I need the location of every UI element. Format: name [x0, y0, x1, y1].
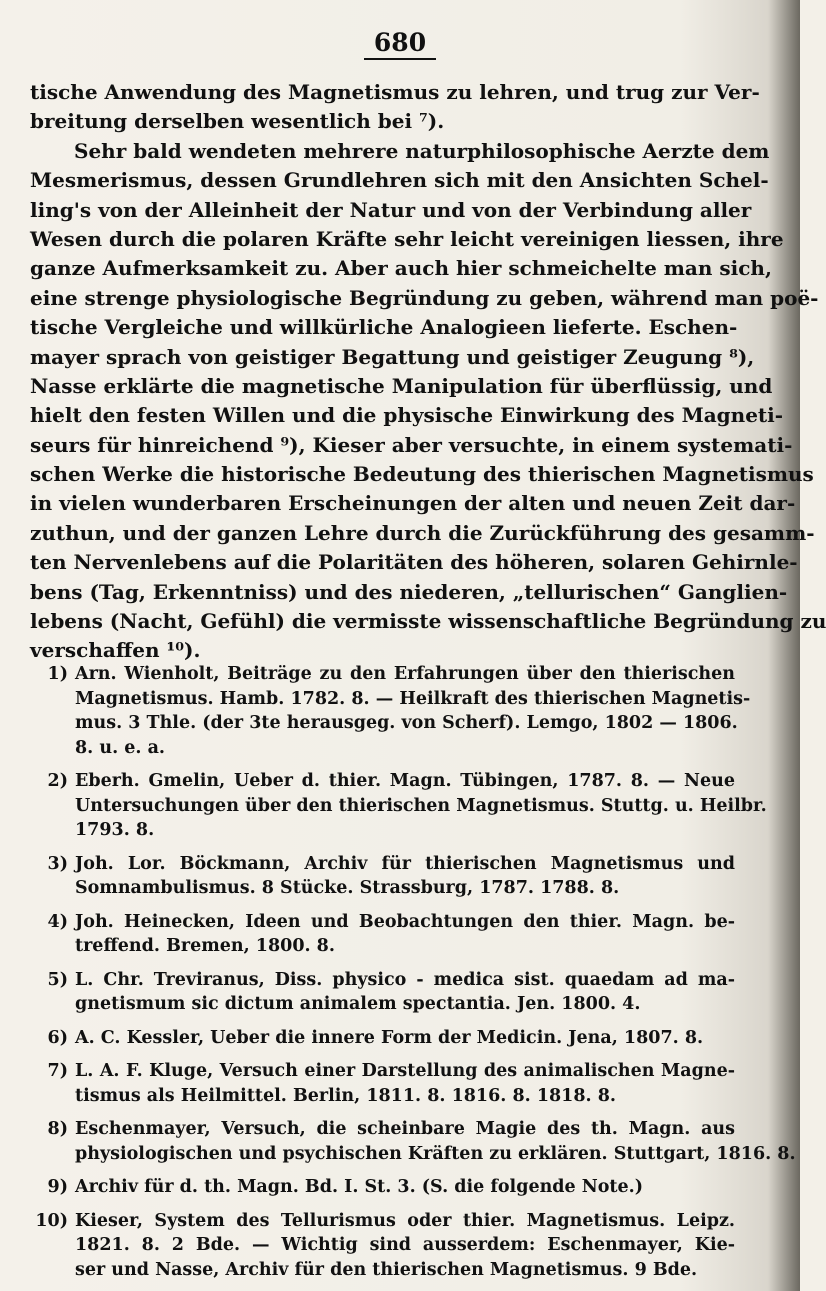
- footnote-number: 3): [47, 853, 68, 874]
- footnote: [30, 1059, 735, 1108]
- text-line: verschaffen ¹⁰).: [30, 638, 201, 663]
- footnote-line: Untersuchungen über den thierischen Magnetismus. Stuttg. u. Heilbr.: [75, 795, 767, 816]
- text-line: ten Nervenlebens auf die Polaritäten des höheren, solaren Gehirnle-: [30, 550, 798, 575]
- footnote-line: L. Chr. Treviranus, Diss. physico - medica sist. quaedam ad ma-: [75, 969, 735, 990]
- footnote-number: 10): [35, 1210, 68, 1231]
- footnote-line: Archiv für d. th. Magn. Bd. I. St. 3. (S. die folgende Note.): [75, 1177, 644, 1197]
- footnote-line: L. A. F. Kluge, Versuch einer Darstellung des animalischen Magne-: [75, 1061, 735, 1081]
- footnote-number: 2): [47, 771, 68, 791]
- footnote-number: 1): [47, 664, 68, 684]
- footnote-line: Kieser, System des Tellurismus oder thier. Magnetismus. Leipz.: [75, 1210, 735, 1231]
- footnote-line: mus. 3 Thle. (der 3te herausgeg. von Scherf). Lemgo, 1802 — 1806.: [75, 713, 738, 733]
- text-line: tische Vergleiche und willkürliche Analogieen lieferte. Eschen-: [30, 315, 738, 340]
- footnote: [30, 1209, 735, 1283]
- footnote-number: 6): [47, 1027, 68, 1048]
- text-line: zuthun, und der ganzen Lehre durch die Zurückführung des gesamm-: [30, 520, 815, 545]
- footnote: [30, 662, 751, 760]
- footnote-line: A. C. Kessler, Ueber die innere Form der Medicin. Jena, 1807. 8.: [75, 1027, 704, 1048]
- footnote-line: 1793. 8.: [75, 820, 155, 840]
- footnote-line: 1821. 8. 2 Bde. — Wichtig sind ausserdem: Eschenmayer, Kie-: [75, 1235, 735, 1255]
- text-line: eine strenge physiologische Begründung zu geben, während man poë-: [30, 285, 819, 310]
- text-line: hielt den festen Willen und die physische Einwirkung des Magneti-: [30, 403, 784, 428]
- page-number: 680: [364, 28, 436, 60]
- footnote-line: Eberh. Gmelin, Ueber d. thier. Magn. Tübingen, 1787. 8. — Neue: [75, 771, 735, 791]
- footnote: [30, 769, 767, 843]
- text-line: breitung derselben wesentlich bei ⁷).: [30, 109, 445, 134]
- footnote-number: 9): [47, 1177, 68, 1197]
- page-header: [0, 28, 800, 60]
- footnote-line: tismus als Heilmittel. Berlin, 1811. 8. 1816. 8. 1818. 8.: [75, 1085, 616, 1106]
- text-line: lebens (Nacht, Gefühl) die vermisste wissenschaftliche Begründung zu: [30, 609, 826, 634]
- footnote-line: Joh. Lor. Böckmann, Archiv für thierischen Magnetismus und: [75, 853, 735, 874]
- footnotes: [30, 662, 796, 1291]
- footnote: [30, 1117, 796, 1166]
- text-line: Wesen durch die polaren Kräfte sehr leicht vereinigen liessen, ihre: [30, 226, 784, 251]
- text-line: in vielen wunderbaren Erscheinungen der alten und neuen Zeit dar-: [30, 491, 796, 516]
- footnote-line: physiologischen und psychischen Kräften zu erklären. Stuttgart, 1816. 8.: [75, 1143, 796, 1164]
- footnote-line: Joh. Heinecken, Ideen und Beobachtungen den thier. Magn. be-: [75, 911, 735, 932]
- text-line: Sehr bald wendeten mehrere naturphilosophische Aerzte dem: [74, 138, 770, 163]
- footnote: [30, 968, 735, 1017]
- text-line: ling's von der Alleinheit der Natur und von der Verbindung aller: [30, 197, 752, 222]
- footnote: [30, 1175, 735, 1200]
- footnote: [30, 1026, 735, 1051]
- text-line: seurs für hinreichend ⁹), Kieser aber versuchte, in einem systemati-: [30, 432, 793, 457]
- text-line: schen Werke die historische Bedeutung des thierischen Magnetismus: [30, 462, 814, 487]
- footnote-line: Somnambulismus. 8 Stücke. Strassburg, 1787. 1788. 8.: [75, 878, 620, 898]
- footnote: [30, 852, 735, 901]
- footnote-line: ser und Nasse, Archiv für den thierischen Magnetismus. 9 Bde.: [75, 1259, 698, 1280]
- text-line: mayer sprach von geistiger Begattung und geistiger Zeugung ⁸),: [30, 344, 755, 369]
- footnote-number: 8): [47, 1119, 68, 1139]
- text-line: Mesmerismus, dessen Grundlehren sich mit den Ansichten Schel-: [30, 168, 769, 193]
- footnote-number: 7): [47, 1061, 68, 1081]
- footnote-number: 5): [47, 969, 68, 990]
- footnote-line: treffend. Bremen, 1800. 8.: [75, 936, 335, 956]
- text-line: ganze Aufmerksamkeit zu. Aber auch hier schmeichelte man sich,: [30, 256, 772, 281]
- text-line: bens (Tag, Erkenntniss) und des niederen, „tellurischen“ Ganglien-: [30, 579, 788, 604]
- footnote-line: gnetismum sic dictum animalem spectantia. Jen. 1800. 4.: [75, 994, 641, 1014]
- footnote-line: 8. u. e. a.: [75, 737, 166, 758]
- footnote-line: Magnetismus. Hamb. 1782. 8. — Heilkraft des thierischen Magnetis-: [75, 688, 751, 709]
- text-line: Nasse erklärte die magnetische Manipulation für überflüssig, und: [30, 373, 773, 398]
- footnote-number: 4): [47, 911, 68, 932]
- footnote-line: Eschenmayer, Versuch, die scheinbare Magie des th. Magn. aus: [75, 1119, 735, 1139]
- footnote-line: Arn. Wienholt, Beiträge zu den Erfahrungen über den thierischen: [75, 664, 735, 684]
- footnote: [30, 910, 735, 959]
- main-paragraph: [30, 78, 826, 666]
- text-line: tische Anwendung des Magnetismus zu lehren, und trug zur Ver-: [30, 80, 760, 104]
